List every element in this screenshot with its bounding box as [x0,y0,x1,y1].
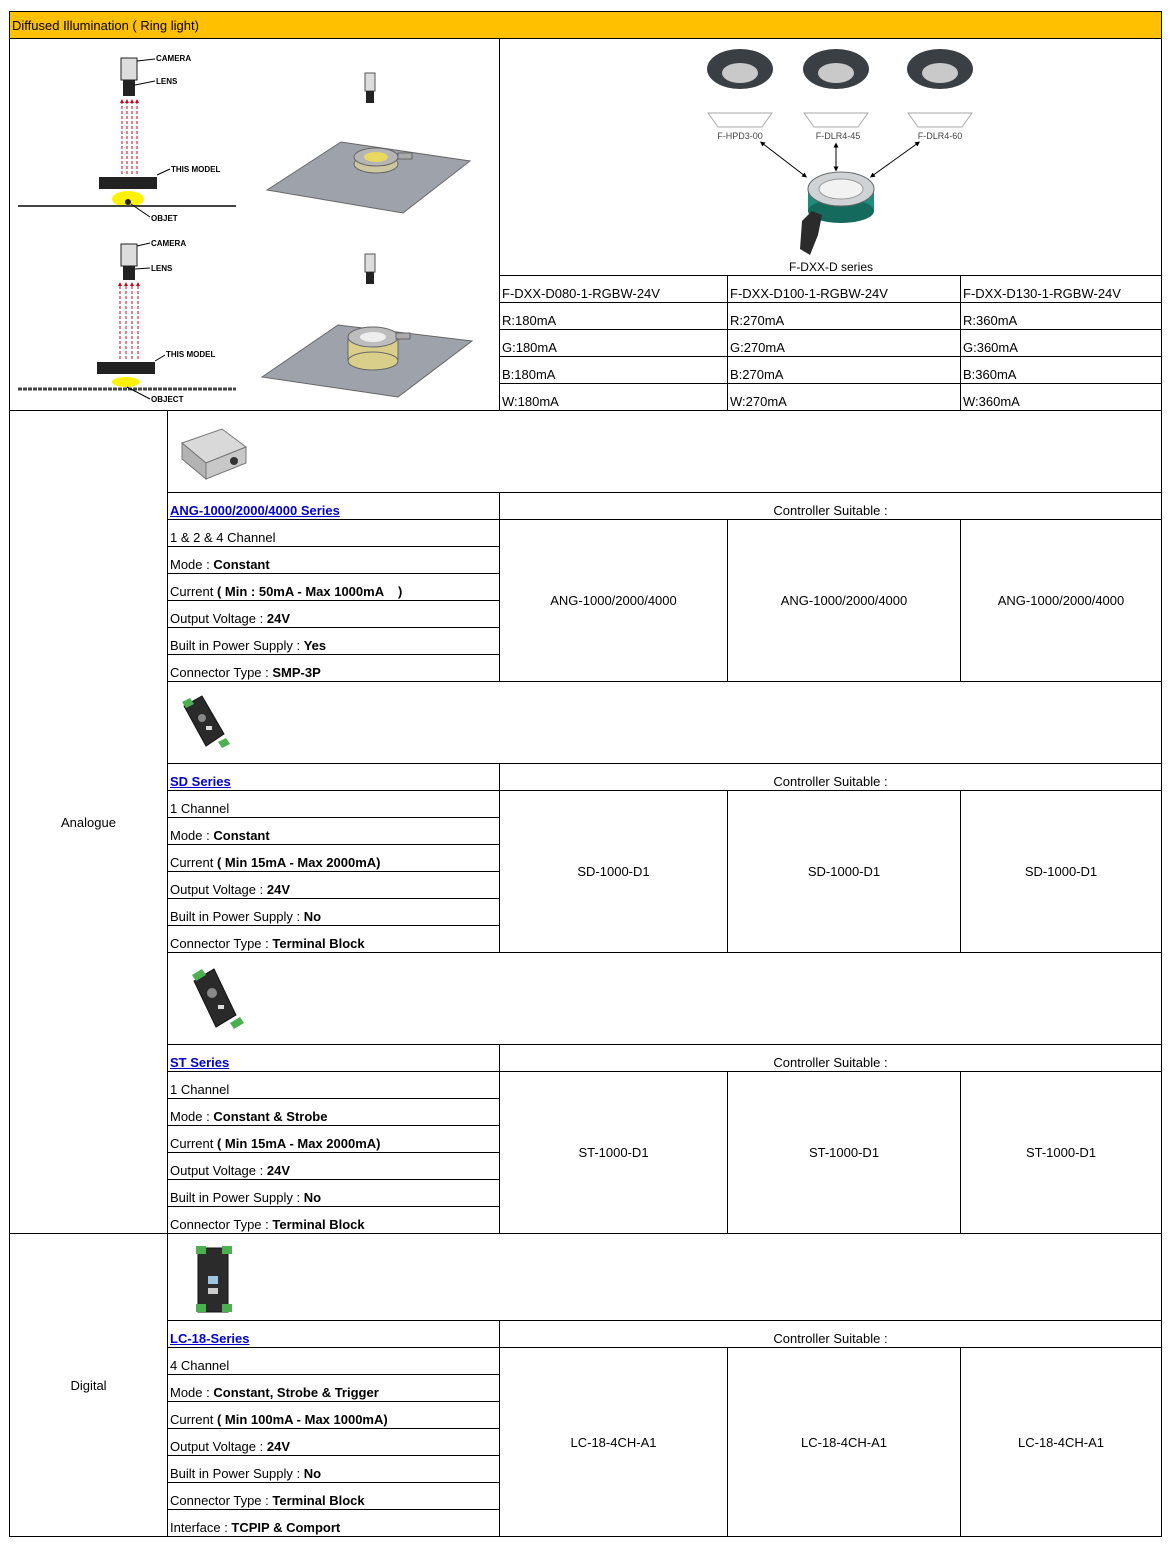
suitable-controller-lc18-2: LC-18-4CH-A1 [727,1347,961,1537]
controller-name-sd [167,763,500,791]
suitable-controller-sd-3: SD-1000-D1 [960,790,1162,953]
spec-channel: 1 & 2 & 4 Channel [167,519,500,547]
model-g-1: G:180mA [499,329,728,357]
suitable-controller-st-2: ST-1000-D1 [727,1071,961,1234]
model-w-3: W:360mA [960,383,1162,411]
group-digital: Digital [9,1233,168,1537]
spec-power-supply: Built in Power Supply : No [167,1455,500,1483]
controller-suitable-header-st: Controller Suitable : [499,1044,1162,1072]
label-lens-bottom: LENS [151,264,173,273]
diagram-top [18,54,470,223]
controller-suitable-header-ang: Controller Suitable : [499,492,1162,520]
suitable-controller-ang-2: ANG-1000/2000/4000 [727,519,961,682]
ring-light-product [800,172,874,255]
model-b-1: B:180mA [499,356,728,384]
controller-image-st [167,952,1162,1045]
model-g-2: G:270mA [727,329,961,357]
label-model-top: THIS MODEL [171,165,221,174]
spec-current: Current ( Min 100mA - Max 1000mA) [167,1401,500,1429]
ang-controller-icon [176,421,256,491]
spec-mode: Mode : Constant & Strobe [167,1098,500,1126]
controller-suitable-header-sd: Controller Suitable : [499,763,1162,791]
diagram-bottom [18,239,472,404]
spec-mode: Mode : Constant, Strobe & Trigger [167,1374,500,1402]
attachment-label-2: F-DLR4-45 [815,131,861,141]
controller-name-ang [167,492,500,520]
model-r-2: R:270mA [727,302,961,330]
ring-light-illustration [500,39,1161,275]
label-camera-top: CAMERA [156,54,192,63]
attachment-diffuser-1 [707,49,773,141]
controller-name-st [167,1044,500,1072]
spec-mode: Mode : Constant [167,817,500,845]
model-name-2: F-DXX-D100-1-RGBW-24V [727,275,961,303]
spec-connector: Connector Type : Terminal Block [167,925,500,953]
model-w-1: W:180mA [499,383,728,411]
attachment-label-3: F-DLR4-60 [917,131,963,141]
model-name-3: F-DXX-D130-1-RGBW-24V [960,275,1162,303]
model-r-3: R:360mA [960,302,1162,330]
spec-channel: 4 Channel [167,1347,500,1375]
series-label: F-DXX-D series [788,260,874,274]
diagram-panel [9,38,500,411]
model-name-1: F-DXX-D080-1-RGBW-24V [499,275,728,303]
title-bar [9,11,1162,39]
lc18-controller-icon [190,1242,240,1318]
suitable-controller-st-3: ST-1000-D1 [960,1071,1162,1234]
controller-image-lc18 [167,1233,1162,1321]
spec-voltage: Output Voltage : 24V [167,1152,500,1180]
st-series-link[interactable]: ST Series [170,1055,230,1070]
page-title: Diffused Illumination ( Ring light) [12,18,199,33]
model-w-2: W:270mA [727,383,961,411]
spec-connector: Connector Type : Terminal Block [167,1482,500,1510]
label-object-top: OBJET [151,214,178,223]
label-lens-top: LENS [156,77,178,86]
suitable-controller-sd-2: SD-1000-D1 [727,790,961,953]
suitable-controller-ang-1: ANG-1000/2000/4000 [499,519,728,682]
controller-suitable-header-lc18: Controller Suitable : [499,1320,1162,1348]
suitable-controller-lc18-3: LC-18-4CH-A1 [960,1347,1162,1537]
attachment-diffuser-3 [907,49,973,141]
model-b-2: B:270mA [727,356,961,384]
suitable-controller-ang-3: ANG-1000/2000/4000 [960,519,1162,682]
label-object-bottom: OBJECT [151,395,184,404]
spec-current: Current ( Min 15mA - Max 2000mA) [167,844,500,872]
lc18-series-link[interactable]: LC-18-Series [170,1331,250,1346]
spec-voltage: Output Voltage : 24V [167,1428,500,1456]
label-camera-bottom: CAMERA [151,239,187,248]
attachment-diffuser-2 [803,49,869,141]
st-controller-icon [186,961,246,1041]
label-model-bottom: THIS MODEL [166,350,216,359]
attachment-label-1: F-HPD3-00 [717,131,763,141]
sd-controller-icon [176,690,236,760]
model-r-1: R:180mA [499,302,728,330]
controller-name-lc18 [167,1320,500,1348]
spec-power-supply: Built in Power Supply : No [167,1179,500,1207]
controller-image-sd [167,681,1162,764]
spec-interface: Interface : TCPIP & Comport [167,1509,500,1537]
spec-voltage: Output Voltage : 24V [167,871,500,899]
spec-mode: Mode : Constant [167,546,500,574]
sd-series-link[interactable]: SD Series [170,774,231,789]
spec-current: Current ( Min : 50mA - Max 1000mA ) [167,573,500,601]
spec-connector: Connector Type : SMP-3P [167,654,500,682]
group-analogue: Analogue [9,410,168,1234]
suitable-controller-st-1: ST-1000-D1 [499,1071,728,1234]
spec-current: Current ( Min 15mA - Max 2000mA) [167,1125,500,1153]
controller-image-ang [167,410,1162,493]
spec-channel: 1 Channel [167,1071,500,1099]
model-g-3: G:360mA [960,329,1162,357]
model-b-3: B:360mA [960,356,1162,384]
spec-power-supply: Built in Power Supply : Yes [167,627,500,655]
suitable-controller-sd-1: SD-1000-D1 [499,790,728,953]
spec-power-supply: Built in Power Supply : No [167,898,500,926]
suitable-controller-lc18-1: LC-18-4CH-A1 [499,1347,728,1537]
ang-series-link[interactable]: ANG-1000/2000/4000 Series [170,503,340,518]
product-image-panel [499,38,1162,276]
spec-connector: Connector Type : Terminal Block [167,1206,500,1234]
setup-diagram [10,39,499,410]
spec-channel: 1 Channel [167,790,500,818]
spec-voltage: Output Voltage : 24V [167,600,500,628]
